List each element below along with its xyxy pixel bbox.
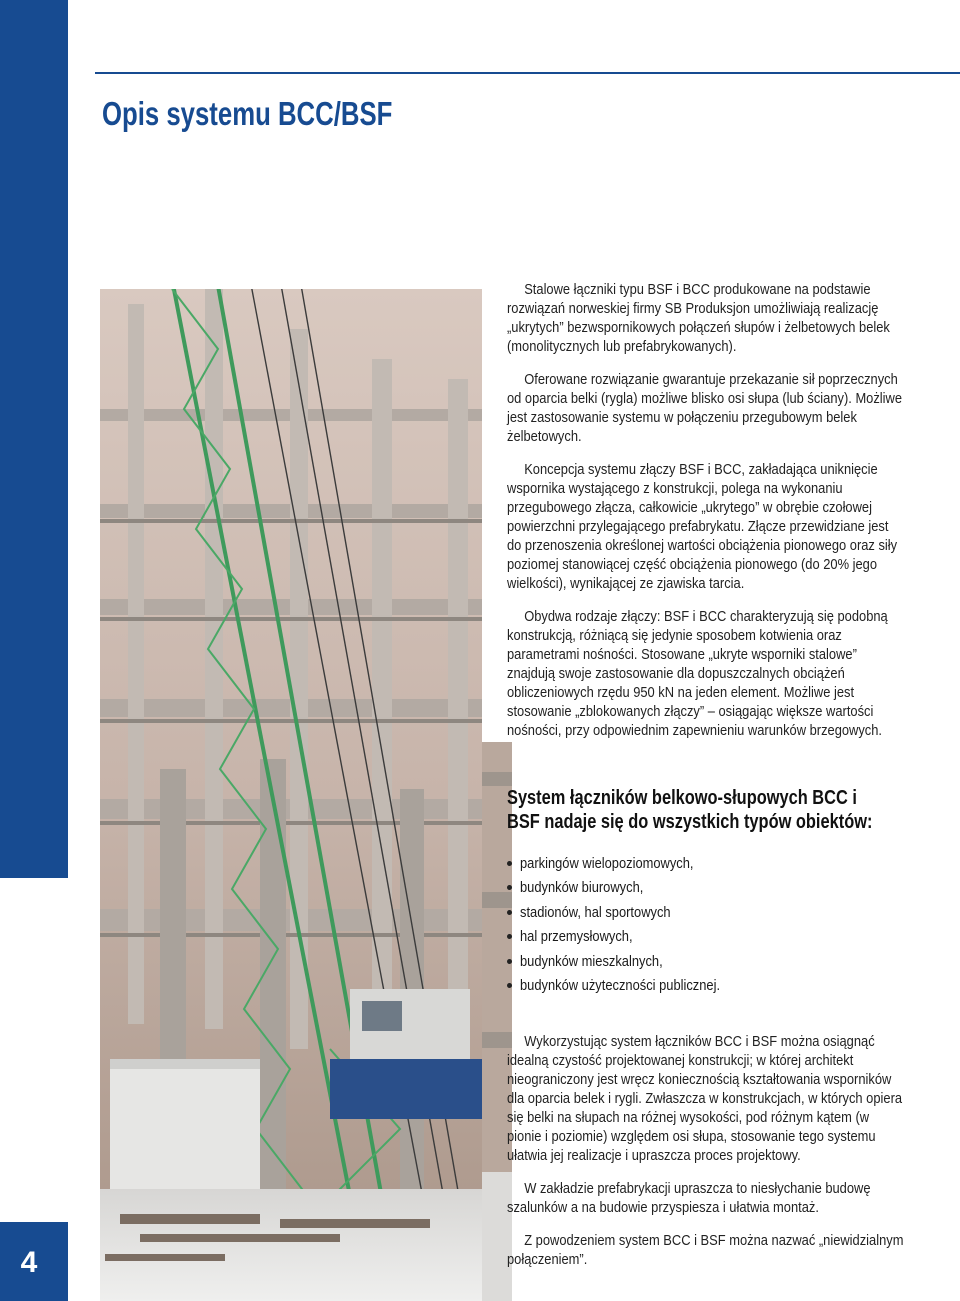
list-item: budynków użyteczności publicznej. — [507, 974, 753, 998]
intro-paragraph: Stalowe łączniki typu BSF i BCC produkowane na podstawie rozwiązań norweskiej firmy SB Produksjon umożliwiają realizację „ukrytych” bezwspornikowych połączeń słupów i żelbetowych belek (monolitycznych lub prefabrykowanych). — [507, 281, 890, 355]
benefits-paragraph: Z powodzeniem system BCC i BSF można nazwać „niewidzialnym połączeniem”. — [507, 1232, 904, 1268]
list-item: parkingów wielopoziomowych, — [507, 852, 753, 876]
applications-list — [507, 852, 753, 998]
list-item: hal przemysłowych, — [507, 925, 753, 949]
intro-paragraph: Koncepcja systemu złączy BSF i BCC, zakładająca uniknięcie wspornika wystającego z konstrukcji, polega na wykonaniu przegubowego złącza, całkowicie „ukrytego” w obrębie czołowej powierzchni przylegającego prefabrykatu. Złącze przewidziane jest do przenoszenia określonej wartości obciążenia pionowego oraz siły poziomej stanowiącej część obciążenia pionowego (do 20% jego wielkości), wynikającej ze zjawiska tarcia. — [507, 461, 898, 592]
list-item: budynków mieszkalnych, — [507, 950, 753, 974]
side-accent-bar — [0, 0, 68, 878]
intro-paragraph: Oferowane rozwiązanie gwarantuje przekazanie sił poprzecznych od oparcia belki (rygla) możliwe blisko osi słupa (lub ściany). Możliwe jest zastosowanie systemu w połączeniu przegubowym belek żelbetowych. — [507, 371, 903, 445]
list-item: stadionów, hal sportowych — [507, 901, 753, 925]
applications-heading: System łączników belkowo-słupowych BCC i BSF nadaje się do wszystkich typów obiektów: — [507, 787, 873, 833]
benefits-paragraph: Wykorzystując system łączników BCC i BSF można osiągnąć idealną czystość projektowanej konstrukcji; w której architekt nieograniczony jest wręcz koniecznością kształtowania wsporników dla oparcia belek i rygli. Zwłaszcza w konstrukcjach, w których opiera się belki na słupach na różnej wysokości, pod różnym kątem (w pionie i poziomie) względem osi słupa, stosowanie tego systemu ułatwia jej realizacje i upraszcza proces projektowy. — [507, 1033, 903, 1164]
page-number: 4 — [20, 1246, 38, 1279]
header-rule — [95, 72, 960, 74]
benefits-text — [507, 1032, 907, 1283]
construction-site-photo — [100, 289, 482, 1301]
intro-paragraph: Obydwa rodzaje złączy: BSF i BCC charakteryzują się podobną konstrukcją, różniącą się jedynie sposobem kotwienia oraz parametrami nośności. Stosowane „ukryte wsporniki stalowe” znajdują swoje zastosowanie dla dopuszczalnych obciążeń obliczeniowych rzędu 950 kN na jeden element. Możliwe jest stosowanie „zblokowanych złączy” – osiągając większe wartości nośności, przy odpowiednim zapewnieniu warunków brzegowych. — [507, 608, 888, 739]
page-title: Opis systemu BCC/BSF — [102, 95, 393, 132]
benefits-paragraph: W zakładzie prefabrykacji upraszcza to niesłychanie budowę szalunków a na budowie przyspiesza i ułatwia montaż. — [507, 1180, 871, 1216]
list-item: budynków biurowych, — [507, 876, 753, 900]
intro-text — [507, 280, 907, 754]
